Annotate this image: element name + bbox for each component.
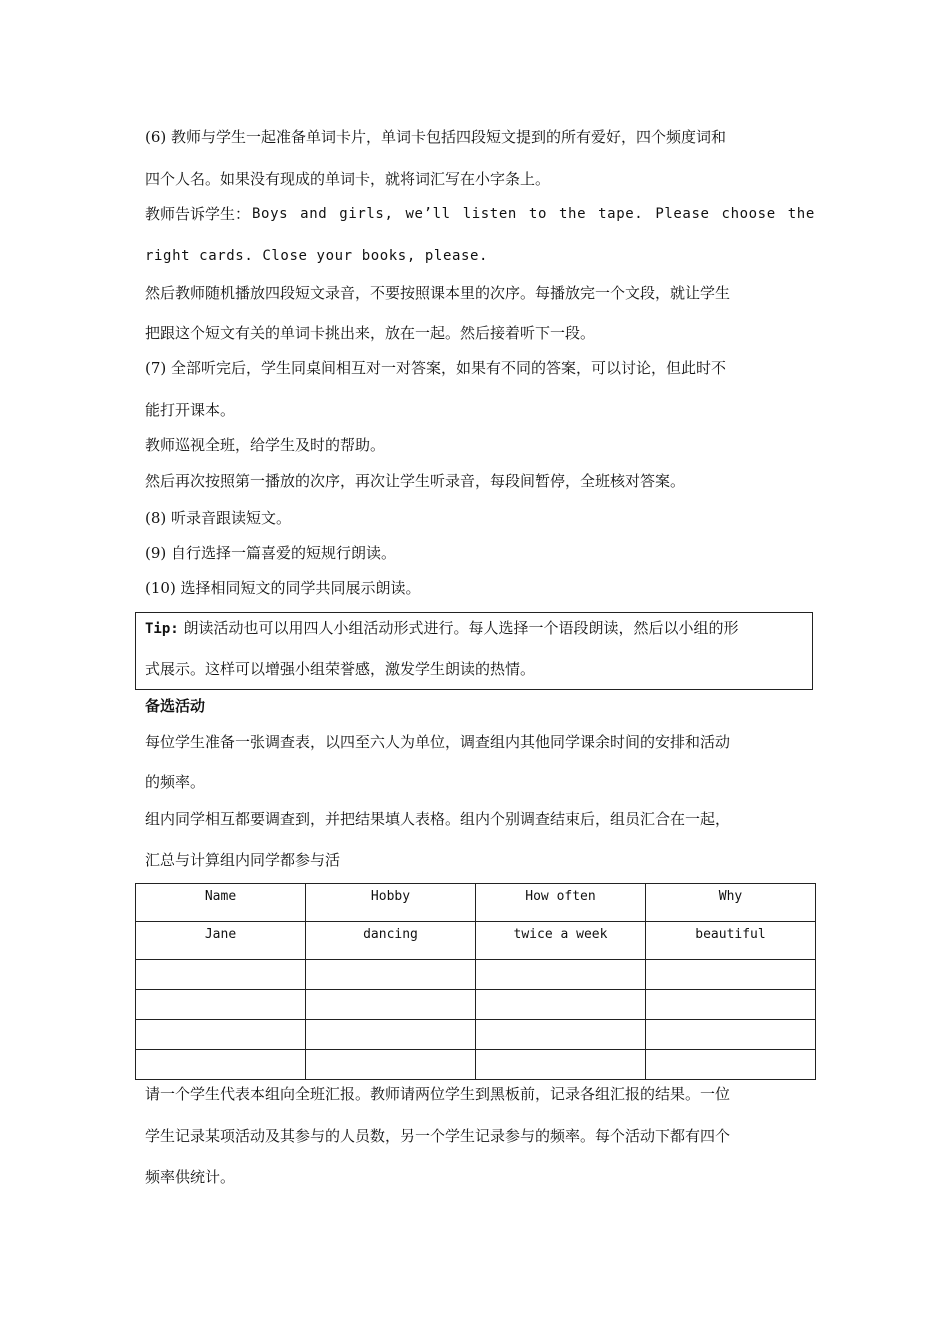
table-cell-empty — [136, 1020, 306, 1050]
table-header-cell: Why — [646, 884, 816, 922]
table-cell-empty — [136, 990, 306, 1020]
word: girls, — [339, 206, 394, 222]
table-cell-empty — [306, 960, 476, 990]
play-paragraph-line-2: 把跟这个短文有关的单词卡挑出来，放在一起。然后接着听下一段。 — [145, 324, 596, 342]
word: the — [787, 206, 815, 222]
table-cell-empty — [306, 1050, 476, 1080]
table-header-cell: Hobby — [306, 884, 476, 922]
table-cell-empty — [646, 990, 816, 1020]
teacher-instruction-english — [252, 204, 815, 224]
word: we’ll — [405, 206, 451, 222]
tip-label: Tip: — [145, 621, 179, 637]
tip-line-1 — [145, 618, 739, 639]
word: and — [300, 206, 328, 222]
optional-line-3: 组内同学相互都要调查到，并把结果填人表格。组内个别调查结束后，组员汇合在一起， — [145, 810, 731, 828]
table-cell: twice a week — [476, 922, 646, 960]
report-line-1: 请一个学生代表本组向全班汇报。教师请两位学生到黑板前，记录各组汇报的结果。一位 — [145, 1085, 731, 1103]
table-cell-empty — [646, 960, 816, 990]
table-header-cell: How often — [476, 884, 646, 922]
table-header-cell: Name — [136, 884, 306, 922]
word: choose — [721, 206, 776, 222]
tip-text-1: 朗读活动也可以用四人小组活动形式进行。每人选择一个语段朗读，然后以小组的形 — [178, 619, 739, 637]
table-cell-empty — [306, 1020, 476, 1050]
table-cell: dancing — [306, 922, 476, 960]
table-cell-empty — [476, 1020, 646, 1050]
table-row — [136, 922, 816, 960]
table-row-empty — [136, 960, 816, 990]
word: tape. — [598, 206, 644, 222]
table-cell: Jane — [136, 922, 306, 960]
tip-line-2: 式展示。这样可以增强小组荣誉感，激发学生朗读的热情。 — [145, 660, 536, 678]
replay-paragraph: 然后再次按照第一播放的次序，再次让学生听录音，每段间暂停，全班核对答案。 — [145, 472, 686, 490]
table-cell: beautiful — [646, 922, 816, 960]
table-cell-empty — [476, 990, 646, 1020]
table-cell-empty — [136, 960, 306, 990]
optional-line-4: 汇总与计算组内同学都参与活 — [145, 851, 341, 869]
teacher-instruction-prefix: 教师告诉学生： — [145, 205, 251, 223]
paragraph-6-line-1: (6) 教师与学生一起准备单词卡片，单词卡包括四段短文提到的所有爱好，四个频度词和 — [145, 128, 727, 146]
table-row-empty — [136, 990, 816, 1020]
teacher-instruction-line-1 — [145, 204, 815, 224]
word: listen — [462, 206, 517, 222]
word: to — [528, 206, 547, 222]
table-cell-empty — [646, 1050, 816, 1080]
table-cell-empty — [136, 1050, 306, 1080]
teacher-instruction-line-2: right cards. Close your books, please. — [145, 248, 489, 264]
survey-table — [135, 883, 816, 1080]
word: Boys — [252, 206, 289, 222]
paragraph-7-line-2: 能打开课本。 — [145, 401, 236, 419]
paragraph-9: (9) 自行选择一篇喜爱的短规行朗读。 — [145, 544, 397, 562]
table-row-empty — [136, 1020, 816, 1050]
paragraph-6-line-2: 四个人名。如果没有现成的单词卡，就将词汇写在小字条上。 — [145, 170, 551, 188]
table-cell-empty — [476, 1050, 646, 1080]
paragraph-10: (10) 选择相同短文的同学共同展示朗读。 — [145, 579, 421, 597]
optional-line-1: 每位学生准备一张调查表，以四至六人为单位，调查组内其他同学课余时间的安排和活动 — [145, 733, 731, 751]
word: the — [559, 206, 587, 222]
table-cell-empty — [646, 1020, 816, 1050]
table-header-row — [136, 884, 816, 922]
paragraph-7-line-1: (7) 全部听完后，学生同桌间相互对一对答案，如果有不同的答案，可以讨论，但此时不 — [145, 359, 727, 377]
play-paragraph-line-1: 然后教师随机播放四段短文录音，不要按照课本里的次序。每播放完一个文段，就让学生 — [145, 284, 731, 302]
report-line-3: 频率供统计。 — [145, 1168, 236, 1186]
optional-activity-heading: 备选活动 — [145, 697, 206, 715]
patrol-paragraph: 教师巡视全班，给学生及时的帮助。 — [145, 436, 386, 454]
paragraph-8: (8) 听录音跟读短文。 — [145, 509, 292, 527]
optional-line-2: 的频率。 — [145, 773, 206, 791]
word: Please — [655, 206, 710, 222]
report-line-2: 学生记录某项活动及其参与的人员数，另一个学生记录参与的频率。每个活动下都有四个 — [145, 1127, 731, 1145]
table-row-empty — [136, 1050, 816, 1080]
table-cell-empty — [476, 960, 646, 990]
tip-box — [135, 612, 813, 690]
table-cell-empty — [306, 990, 476, 1020]
